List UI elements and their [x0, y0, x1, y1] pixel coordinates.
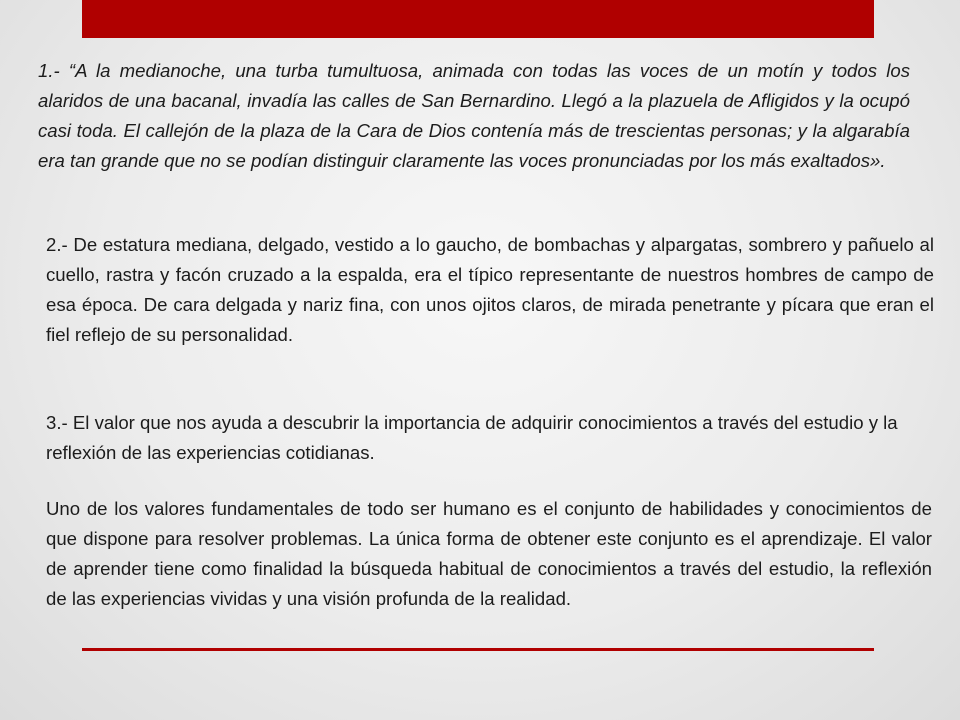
paragraph-quote-1: 1.- “A la medianoche, una turba tumultuosa, animada con todas las voces de un motín y todos los alaridos de una bacanal, invadía las calles de San Bernardino. Llegó a la plazuela de Afligidos y la ocupó casi toda. El callejón de la plaza de la Cara de Dios contenía más de trescientas personas; y la algarabía era tan grande que no se podían distinguir claramente las voces pronunciadas por los más exaltados». — [38, 60, 910, 171]
paragraph-explanation-4: Uno de los valores fundamentales de todo ser humano es el conjunto de habilidades y conocimientos de que dispone para resolver problemas. La única forma de obtener este conjunto es el aprendizaje. El valor de aprender tiene como finalidad la búsqueda habitual de conocimientos a través del estudio, la reflexión de las experiencias vividas y una visión profunda de la realidad. — [46, 498, 932, 609]
top-accent-bar — [82, 0, 874, 38]
paragraph-definition-3: 3.- El valor que nos ayuda a descubrir la importancia de adquirir conocimientos a través del estudio y la reflexión de las experiencias cotidianas. — [46, 412, 898, 463]
bottom-divider-line — [82, 648, 874, 651]
paragraph-description-2: 2.- De estatura mediana, delgado, vestido a lo gaucho, de bombachas y alpargatas, sombrero y pañuelo al cuello, rastra y facón cruzado a la espalda, era el típico representante de nuestros hombres de campo de esa época. De cara delgada y nariz fina, con unos ojitos claros, de mirada penetrante y pícara que eran el fiel reflejo de su personalidad. — [46, 234, 934, 345]
